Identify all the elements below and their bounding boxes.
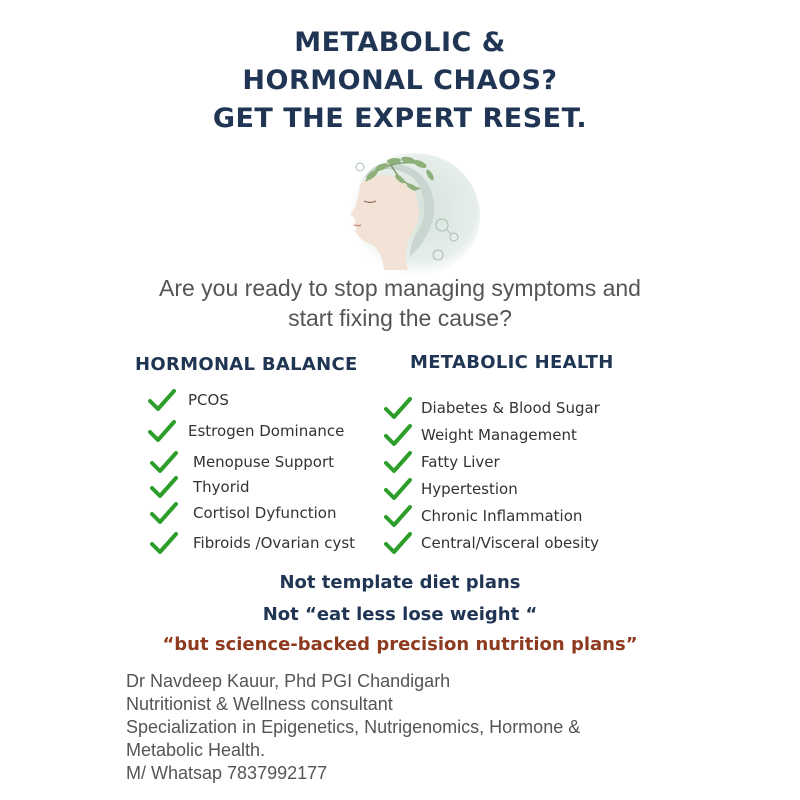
checkmark-icon [150, 450, 178, 474]
list-item [384, 477, 518, 501]
credit-role: Nutritionist & Wellness consultant [126, 694, 393, 714]
list-item [148, 419, 344, 443]
headline-line-2: HORMONAL CHAOS? [242, 65, 558, 96]
checkmark-icon [384, 450, 412, 474]
credit-name: Dr Navdeep Kauur, Phd PGI Chandigarh [126, 671, 451, 691]
tagline-science-backed: “but science-backed precision nutrition plans” [162, 634, 638, 655]
list-item-label: Estrogen Dominance [188, 422, 345, 440]
list-item [384, 531, 599, 555]
list-item [384, 396, 600, 420]
credit-contact: M/ Whatsap 7837992177 [126, 763, 328, 783]
question-line-2: start fixing the cause? [288, 305, 512, 331]
list-item-label: Thyorid [193, 478, 250, 496]
checkmark-icon [150, 531, 178, 555]
hormonal-balance-heading: HORMONAL BALANCE [135, 354, 358, 375]
list-item-label: Chronic Inflammation [421, 507, 583, 525]
list-item [148, 388, 229, 412]
tagline-not-eat-less: Not “eat less lose weight “ [262, 604, 538, 625]
list-item-label: Diabetes & Blood Sugar [421, 399, 600, 417]
woman-leaves-profile-icon [330, 145, 480, 280]
checkmark-icon [384, 396, 412, 420]
question-line-1: Are you ready to stop managing symptoms and [159, 275, 641, 301]
list-item [150, 531, 355, 555]
checkmark-icon [150, 475, 178, 499]
list-item-label: Central/Visceral obesity [421, 534, 600, 552]
list-item-label: Weight Management [421, 426, 577, 444]
metabolic-health-heading: METABOLIC HEALTH [410, 352, 614, 373]
checkmark-icon [150, 501, 178, 525]
headline-line-1: METABOLIC & [294, 27, 506, 58]
checkmark-icon [148, 388, 176, 412]
checkmark-icon [384, 504, 412, 528]
list-item [150, 450, 334, 474]
list-item [150, 501, 337, 525]
list-item [384, 423, 577, 447]
list-item [150, 475, 250, 499]
list-item-label: Cortisol Dyfunction [193, 504, 337, 522]
checkmark-icon [384, 423, 412, 447]
checkmark-icon [148, 419, 176, 443]
headline-line-3: GET THE EXPERT RESET. [212, 103, 588, 134]
list-item-label: PCOS [188, 391, 229, 409]
list-item-label: Menopuse Support [193, 453, 334, 471]
credit-specialization: Specialization in Epigenetics, Nutrigenomics, Hormone & [126, 717, 581, 737]
tagline-not-template: Not template diet plans [279, 572, 521, 593]
list-item-label: Hypertestion [421, 480, 518, 498]
list-item-label: Fatty Liver [421, 453, 500, 471]
checkmark-icon [384, 477, 412, 501]
credit-block [126, 670, 580, 785]
list-item-label: Fibroids /Ovarian cyst [193, 534, 356, 552]
list-item [384, 504, 582, 528]
credit-specialization-cont: Metabolic Health. [126, 740, 266, 760]
list-item [384, 450, 500, 474]
checkmark-icon [384, 531, 412, 555]
